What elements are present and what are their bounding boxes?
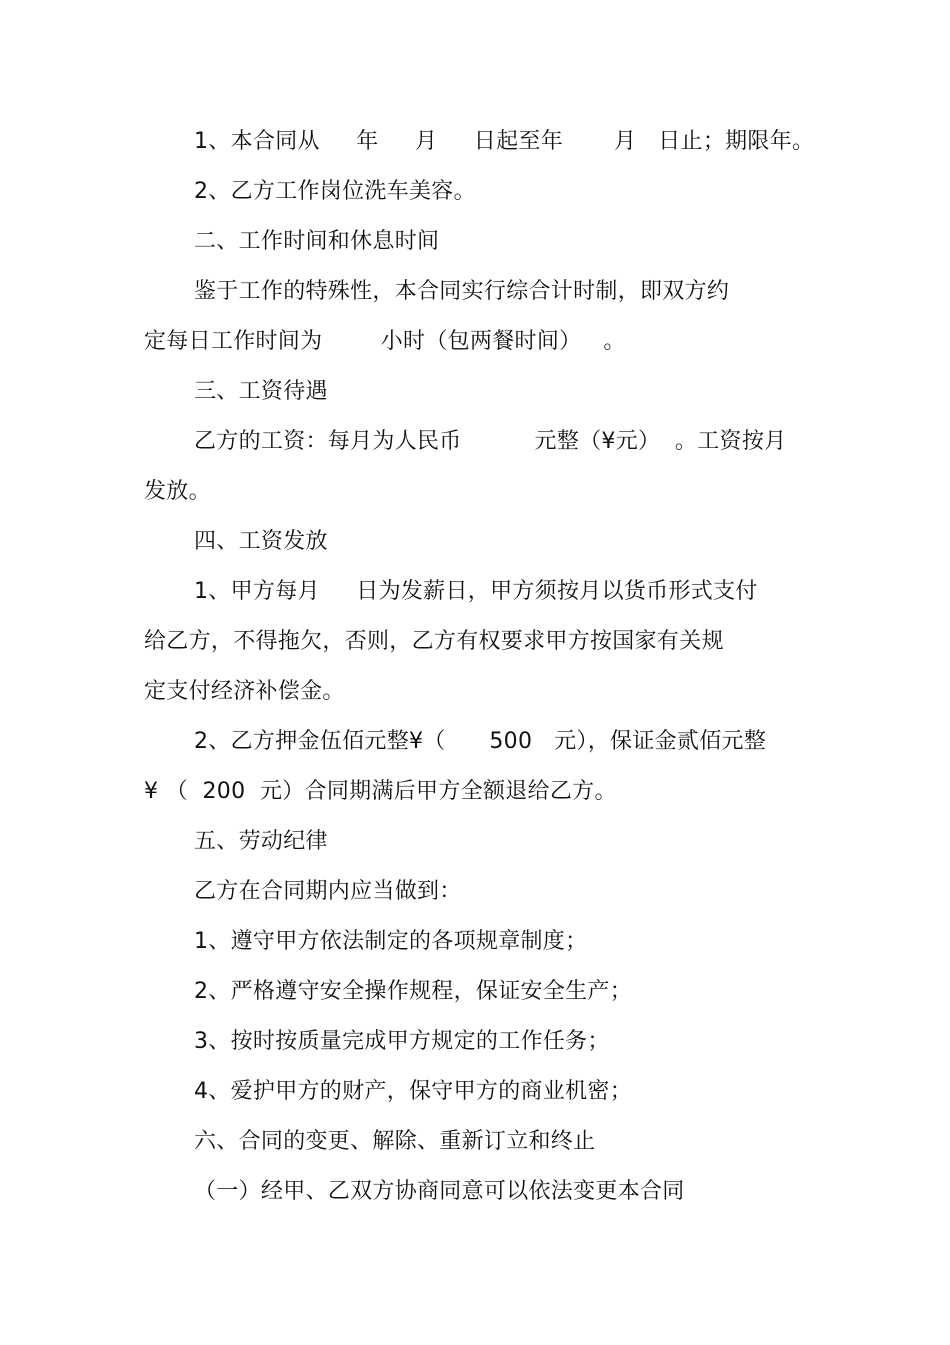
term-clause: 1、本合同从 年 月 日起至年 月 日止；期限年。 — [194, 129, 815, 154]
payment-clause-2-line-1: 2、乙方押金伍佰元整¥（ 500 元），保证金贰佰元整 — [194, 729, 767, 754]
discipline-item-4: 4、爱护甲方的财产，保守甲方的商业机密； — [194, 1079, 632, 1104]
section-heading-discipline: 五、劳动纪律 — [194, 829, 328, 854]
discipline-item-3: 3、按时按质量完成甲方规定的工作任务； — [194, 1029, 610, 1054]
section-heading-contract-changes: 六、合同的变更、解除、重新订立和终止 — [194, 1129, 596, 1154]
salary-paragraph-line-1: 乙方的工资：每月为人民币 元整（¥元） 。工资按月 — [194, 429, 787, 454]
job-position-clause: 2、乙方工作岗位洗车美容。 — [194, 179, 476, 204]
section-heading-salary: 三、工资待遇 — [194, 379, 328, 404]
discipline-intro: 乙方在合同期内应当做到： — [194, 879, 462, 904]
payment-clause-1-line-1: 1、甲方每月 日为发薪日，甲方须按月以货币形式支付 — [194, 579, 758, 604]
discipline-item-2: 2、严格遵守安全操作规程，保证安全生产； — [194, 979, 632, 1004]
salary-paragraph-line-2: 发放。 — [144, 479, 211, 504]
contract-changes-item-1: （一）经甲、乙双方协商同意可以依法变更本合同 — [194, 1179, 685, 1204]
discipline-item-1: 1、遵守甲方依法制定的各项规章制度； — [194, 929, 588, 954]
work-hours-paragraph-line-1: 鉴于工作的特殊性，本合同实行综合计时制，即双方约 — [194, 279, 730, 304]
payment-clause-1-line-2: 给乙方，不得拖欠，否则，乙方有权要求甲方按国家有关规 — [144, 629, 724, 654]
payment-clause-2-line-2: ¥ （ 200 元）合同期满后甲方全额退给乙方。 — [144, 779, 617, 804]
work-hours-paragraph-line-2: 定每日工作时间为 小时（包两餐时间） 。 — [144, 329, 626, 354]
section-heading-payment: 四、工资发放 — [194, 529, 328, 554]
payment-clause-1-line-3: 定支付经济补偿金。 — [144, 679, 345, 704]
section-heading-work-hours: 二、工作时间和休息时间 — [194, 229, 440, 254]
